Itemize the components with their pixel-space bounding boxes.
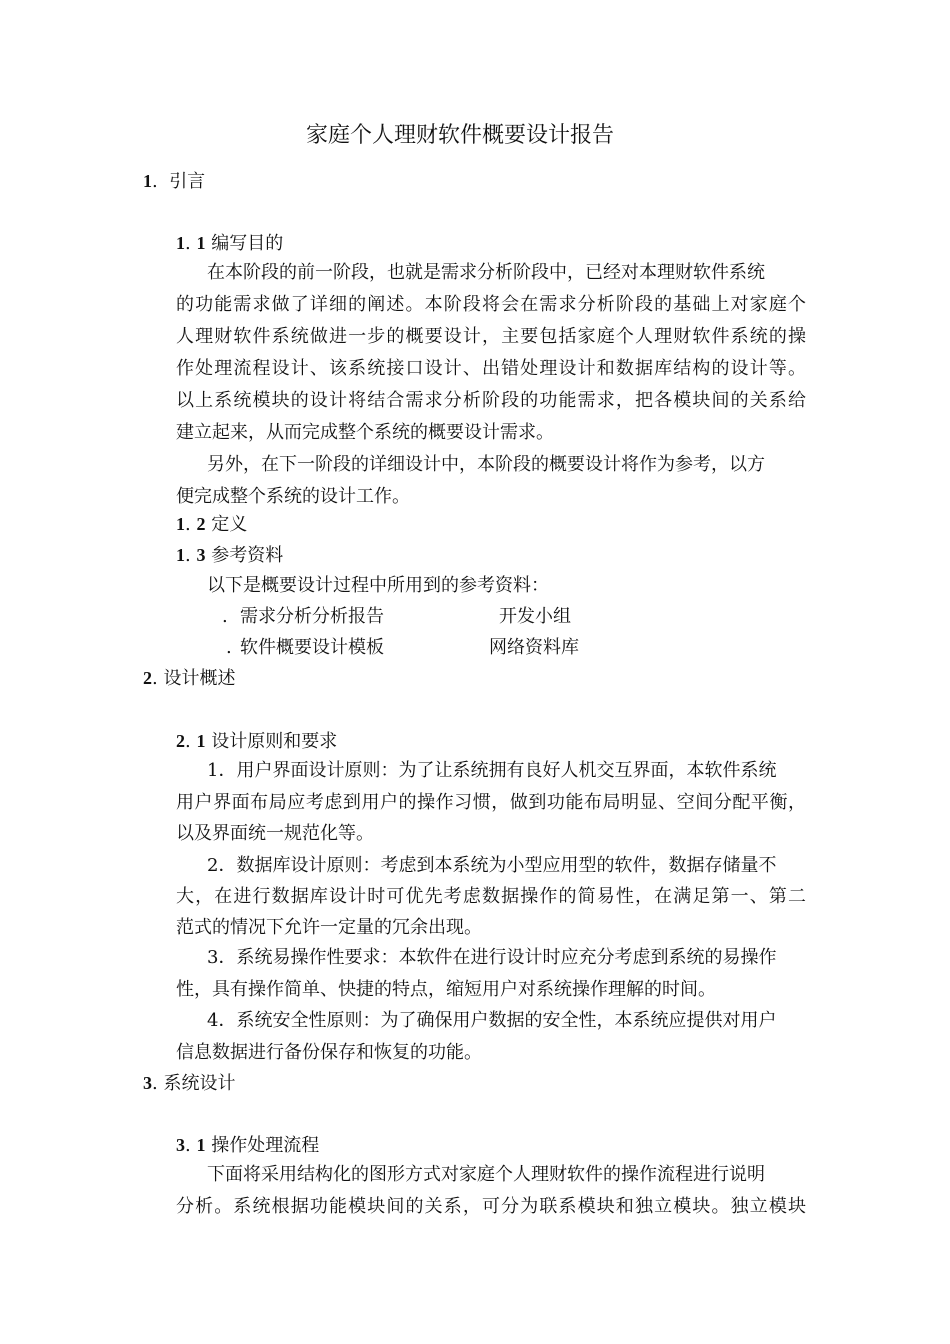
paragraph-3-line: 下面将采用结构化的图形方式对家庭个人理财软件的操作流程进行说明 — [207, 1164, 765, 1185]
section-label: 引言 — [169, 171, 206, 192]
section-number: 1 — [143, 171, 152, 191]
section-label: 系统设计 — [163, 1073, 236, 1094]
section-heading-3 — [143, 1072, 235, 1095]
subsection-label: 设计原则和要求 — [211, 731, 338, 752]
subsection-separator: . — [185, 545, 191, 566]
design-rule-2-line: 2．数据库设计原则：考虑到本系统为小型应用型的软件，数据存储量不 — [207, 855, 777, 876]
reference-source: 网络资料库 — [489, 637, 579, 658]
section-heading-2 — [143, 667, 235, 690]
subsection-heading-3-1 — [176, 1134, 319, 1157]
design-rule-2-line: 范式的情况下允许一定量的冗余出现。 — [176, 917, 482, 938]
subsection-number-major: 3 — [176, 1135, 185, 1155]
subsection-separator: . — [185, 731, 191, 752]
subsection-heading-1-1 — [176, 232, 283, 255]
subsection-heading-1-2 — [176, 513, 247, 536]
subsection-heading-2-1 — [176, 730, 337, 753]
paragraph-1-line: 人理财软件系统做进一步的概要设计，主要包括家庭个人理财软件系统的操 — [176, 326, 806, 347]
reference-bullet: . — [226, 637, 232, 658]
reference-bullet: . — [222, 606, 228, 627]
section-number: 2 — [143, 668, 152, 688]
subsection-label: 定义 — [211, 514, 248, 535]
subsection-number-minor: 1 — [196, 1135, 206, 1155]
subsection-separator: . — [185, 233, 191, 254]
design-rule-4-line: 4．系统安全性原则：为了确保用户数据的安全性，本系统应提供对用户 — [207, 1010, 777, 1031]
subsection-number-major: 1 — [176, 545, 185, 565]
subsection-number-major: 2 — [176, 731, 185, 751]
design-rule-1-line: 1．用户界面设计原则：为了让系统拥有良好人机交互界面，本软件系统 — [207, 760, 777, 781]
section-heading-1 — [143, 170, 205, 193]
subsection-label: 操作处理流程 — [211, 1135, 320, 1156]
subsection-number-minor: 1 — [196, 233, 206, 253]
section-label: 设计概述 — [163, 668, 236, 689]
paragraph-1-line: 作处理流程设计、该系统接口设计、出错处理设计和数据库结构的设计等。 — [176, 358, 806, 379]
subsection-separator: . — [185, 1135, 191, 1156]
design-rule-1-line: 用户界面布局应考虑到用户的操作习惯，做到功能布局明显、空间分配平衡， — [176, 792, 806, 813]
subsection-number-minor: 2 — [196, 514, 206, 534]
design-rule-3-line: 3．系统易操作性要求：本软件在进行设计时应充分考虑到系统的易操作 — [207, 947, 777, 968]
design-rule-4-line: 信息数据进行备份保存和恢复的功能。 — [176, 1042, 482, 1063]
section-separator: . — [152, 1073, 158, 1094]
paragraph-2-line: 另外，在下一阶段的详细设计中，本阶段的概要设计将作为参考，以方 — [207, 454, 765, 475]
subsection-number-major: 1 — [176, 514, 185, 534]
subsection-number-minor: 1 — [196, 731, 206, 751]
section-separator: . — [152, 171, 158, 192]
subsection-number-minor: 3 — [196, 545, 206, 565]
design-rule-2-line: 大，在进行数据库设计时可优先考虑数据操作的简易性，在满足第一、第二 — [176, 886, 806, 907]
subsection-label: 参考资料 — [211, 545, 284, 566]
paragraph-1-line: 的功能需求做了详细的阐述。本阶段将会在需求分析阶段的基础上对家庭个 — [176, 294, 806, 315]
paragraph-1-line: 在本阶段的前一阶段，也就是需求分析阶段中，已经对本理财软件系统 — [207, 262, 765, 283]
design-rule-3-line: 性，具有操作简单、快捷的特点，缩短用户对系统操作理解的时间。 — [176, 979, 716, 1000]
paragraph-2-line: 便完成整个系统的设计工作。 — [176, 486, 410, 507]
subsection-heading-1-3 — [176, 544, 283, 567]
reference-source: 开发小组 — [499, 606, 571, 627]
design-rule-1-line: 以及界面统一规范化等。 — [176, 823, 374, 844]
paragraph-1-line: 建立起来，从而完成整个系统的概要设计需求。 — [176, 422, 554, 443]
references-intro: 以下是概要设计过程中所用到的参考资料： — [207, 575, 549, 596]
subsection-separator: . — [185, 514, 191, 535]
subsection-label: 编写目的 — [211, 233, 284, 254]
page-title: 家庭个人理财软件概要设计报告 — [306, 123, 615, 148]
reference-name: 软件概要设计模板 — [240, 637, 384, 658]
section-number: 3 — [143, 1073, 152, 1093]
reference-name: 需求分析分析报告 — [240, 606, 384, 627]
section-separator: . — [152, 668, 158, 689]
paragraph-3-line: 分析。系统根据功能模块间的关系，可分为联系模块和独立模块。独立模块 — [176, 1196, 806, 1217]
subsection-number-major: 1 — [176, 233, 185, 253]
paragraph-1-line: 以上系统模块的设计将结合需求分析阶段的功能需求，把各模块间的关系给 — [176, 390, 806, 411]
